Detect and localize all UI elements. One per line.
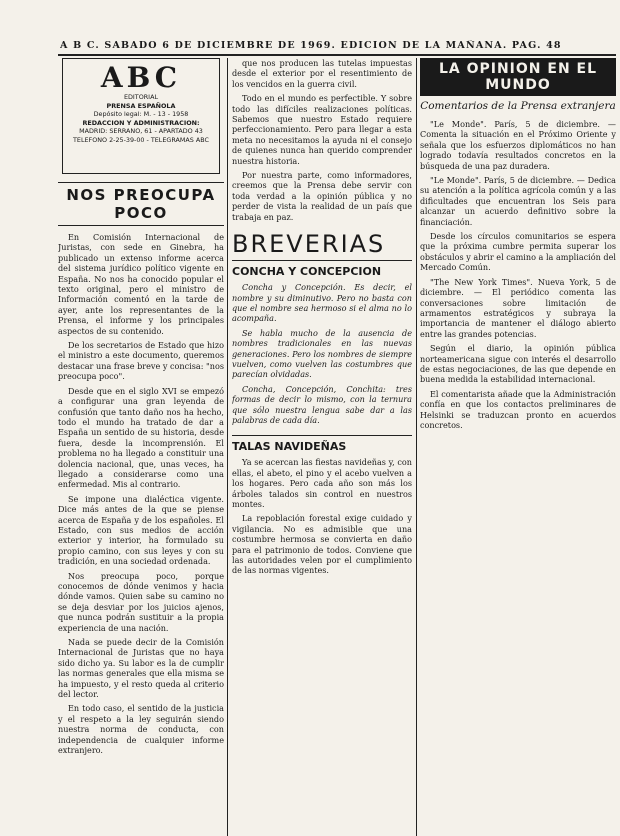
left-column xyxy=(58,58,224,836)
breverias-paragraph: Se habla mucho de la ausencia de nombres tradicionales en las nuevas generaciones. Pero los nombres de siempre vuelven, como vuelven las costumbres que parecían olvidadas. xyxy=(232,327,412,380)
opinion-paragraph: El comentarista añade que la Administración confía en que los contactos preliminares de Helsinki se traduzcan pronto en acuerdos concretos. xyxy=(420,388,616,430)
breverias-title: BREVERIAS xyxy=(232,230,412,261)
talas-paragraph: La repoblación forestal exige cuidado y vigilancia. No es admisible que una costumbre hermosa se convierta en daño para el patrimonio de todos. Conviene que las autoridades velen por el cumplimiento de las normas vigentes. xyxy=(232,513,412,576)
editorial-paragraph: En todo caso, el sentido de la justicia y el respeto a la ley seguirán siendo nuestra norma de conducta, con independencia de cualquier informe extranjero. xyxy=(58,703,224,756)
right-column xyxy=(420,58,616,836)
column-divider xyxy=(227,58,228,836)
opinion-paragraph: "Le Monde". París, 5 de diciembre. — Dedica su atención a la política agrícola común y a las dificultades que encuentran los Seis para alcanzar un acuerdo definitivo sobre la financiación. xyxy=(420,175,616,227)
breverias-paragraph: Concha, Concepción, Conchita: tres formas de decir lo mismo, con la ternura que sólo nuestra lengua sabe dar a las palabras de cada día. xyxy=(232,383,412,425)
page-header: A B C. SABADO 6 DE DICIEMBRE DE 1969. EDICION DE LA MAÑANA. PAG. 48 xyxy=(60,40,562,51)
breverias-subtitle: CONCHA Y CONCEPCION xyxy=(232,265,382,279)
opinion-paragraph: Según el diario, la opinión pública norteamericana sigue con interés el desarrollo de estas negociaciones, de las que depende en buena medida la estabilidad internacional. xyxy=(420,343,616,385)
header-rule xyxy=(58,54,616,56)
column-divider xyxy=(416,58,417,836)
masthead-line: PRENSA ESPAÑOLA xyxy=(106,101,176,110)
masthead-line: REDACCION Y ADMINISTRACION: xyxy=(82,118,200,127)
opinion-paragraph: "The New York Times". Nueva York, 5 de diciembre. — El periódico comenta las conversaciones sobre limitación de armamentos estratégicos y subraya la importancia de mantener el diálogo abierto entre las grandes potencias. xyxy=(420,276,616,339)
editorial-paragraph: Nada se puede decir de la Comisión Internacional de Juristas que no haya sido dicho ya. Su labor es la de cumplir las normas generales que ella misma se ha impuesto, y el resto queda al criterio del lector. xyxy=(58,637,224,700)
editorial-paragraph: Desde que en el siglo XVI se empezó a configurar una gran leyenda de confusión que tanto daño nos ha hecho, todo el mundo ha tratado de dar a España un sentido de su historia, desde fuera, desde la incomprensión. El problema no ha llegado a constituir una dolencia nacional, que, unas veces, ha llegado a considerarse como una enfermedad. Mis al contrario. xyxy=(58,385,224,490)
editorial-paragraph: Nos preocupa poco, porque conocemos de dónde venimos y hacia dónde vamos. Quien sabe su camino no se deja desviar por los juicios ajenos, que nunca podrán sustituir a la propia experiencia de una nación. xyxy=(58,570,224,633)
masthead-line: Depósito legal: M. - 13 - 1958 xyxy=(93,110,189,119)
opinion-paragraph: "Le Monde". París, 5 de diciembre. — Comenta la situación en el Próximo Oriente y señala que los esfuerzos diplomáticos no han logrado todavía resultados concretos en la búsqueda de una paz duradera. xyxy=(420,119,616,171)
editorial-headline: NOS PREOCUPA POCO xyxy=(58,182,224,226)
breverias-paragraph: Concha y Concepción. Es decir, el nombre y su diminutivo. Pero no basta con que el nombre sea hermoso si el alma no lo acompaña. xyxy=(232,282,412,324)
talas-title: TALAS NAVIDEÑAS xyxy=(232,435,412,453)
breverias-body xyxy=(232,282,412,425)
masthead-line: TELEFONO 2-25-39-00 - TELEGRAMAS ABC xyxy=(73,135,209,144)
middle-column xyxy=(232,58,412,836)
article-paragraph: que nos producen las tutelas impuestas desde el exterior por el resentimiento de los vencidos en la guerra civil. xyxy=(232,58,412,89)
article-paragraph: Todo en el mundo es perfectible. Y sobre todo las difíciles realizaciones políticas. Sabemos que nuestro Estado requiere perfeccionamiento. Pero para llegar a esta meta no necesitamos la ayuda ni el consejo de quienes nunca han querido comprender nuestra historia. xyxy=(232,93,412,166)
editorial-paragraph: De los secretarios de Estado que hizo el ministro a este documento, queremos destacar una frase breve y concisa: "nos preocupa poco". xyxy=(58,340,224,382)
masthead-line: EDITORIAL xyxy=(123,93,159,101)
opinion-title: LA OPINION EN EL MUNDO xyxy=(420,58,616,96)
talas-paragraph: Ya se acercan las fiestas navideñas y, con ellas, el abeto, el pino y el acebo vuelven a los hogares. Pero cada año son más los árboles talados sin control en nuestros montes. xyxy=(232,457,412,509)
editorial-paragraph: En Comisión Internacional de Juristas, con sede en Ginebra, ha publicado un extenso informe acerca del sistema jurídico político vigente en España. No nos ha conocido popular el texto original, pero el ministro de Información comentó en la tarde de ayer, ante los representantes de la Prensa, el informe y los principales aspectos de su contenido. xyxy=(58,232,224,336)
abc-masthead xyxy=(62,58,220,174)
masthead-line: MADRID: SERRANO, 61 - APARTADO 43 xyxy=(79,127,203,136)
editorial-paragraph: Se impone una dialéctica vigente. Dice más antes de la que se piense acerca de España y de los españoles. El Estado, con sus medios de acción exterior y interior, ha formulado su propio camino, con sus leyes y con su tradición, en una sociedad ordenada. xyxy=(58,493,224,567)
opinion-subtitle: Comentarios de la Prensa extranjera xyxy=(420,100,616,112)
article-paragraph: Por nuestra parte, como informadores, creemos que la Prensa debe servir con toda verdad a la opinión pública y no perder de vista la realidad de un país que trabaja en paz. xyxy=(232,170,412,222)
abc-logo: ABC xyxy=(100,61,182,94)
opinion-paragraph: Desde los círculos comunitarios se espera que la próxima cumbre permita superar los obstáculos y abrir el camino a la ampliación del Mercado Común. xyxy=(420,231,616,273)
